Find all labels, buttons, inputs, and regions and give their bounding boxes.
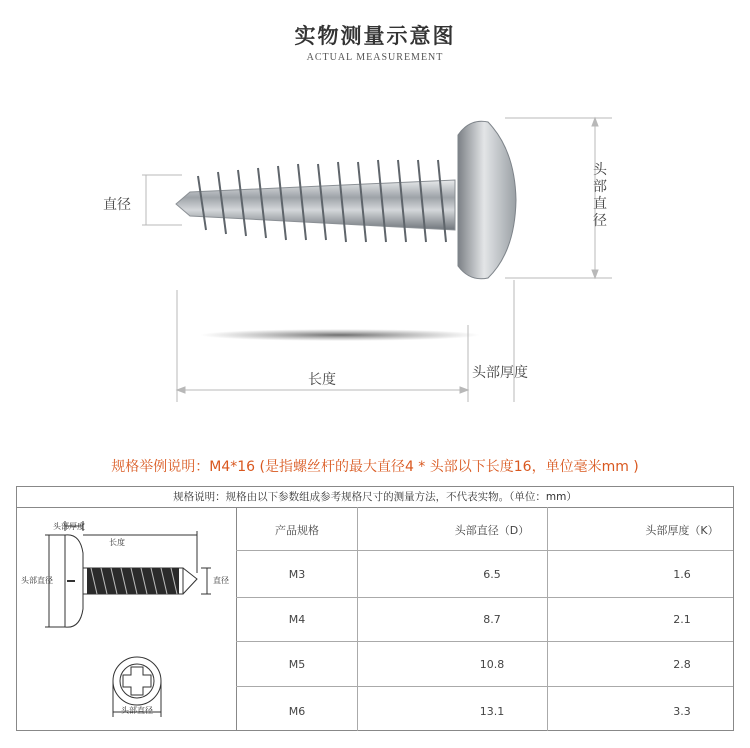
- table-cell-head-k: 1.6: [673, 568, 691, 581]
- table-cell-spec: M3: [288, 568, 306, 581]
- example-note: 规格举例说明：M4*16 (是指螺丝杆的最大直径4 * 头部以下长度16，单位毫米mm ): [111, 459, 639, 475]
- column-divider: [357, 507, 358, 731]
- diameter-label: 直径: [103, 197, 131, 213]
- header-head-diameter: 头部直径（D）: [454, 524, 530, 537]
- table-cell-head-d: 6.5: [483, 568, 501, 581]
- spec-table: [16, 486, 734, 731]
- head-thickness-label: 头部厚度: [472, 365, 528, 381]
- spec-caption: 规格说明：规格由以下参数组成参考规格尺寸的测量方法，不代表实物。（单位：mm）: [17, 487, 733, 508]
- diagram-label-bottom-head-diameter: 头部直径: [121, 706, 153, 715]
- diagram-label-head-thickness: 头部厚度: [53, 522, 85, 531]
- table-cell-spec: M6: [288, 705, 306, 718]
- table-cell-head-k: 2.8: [673, 658, 691, 671]
- header-spec: 产品规格: [275, 524, 319, 537]
- row-divider: [236, 641, 733, 642]
- table-cell-head-k: 3.3: [673, 705, 691, 718]
- header-head-thickness: 头部厚度（K）: [645, 524, 719, 537]
- diagram-label-length: 长度: [109, 538, 125, 547]
- table-cell-spec: M5: [288, 658, 306, 671]
- table-cell-spec: M4: [288, 613, 306, 626]
- column-divider: [547, 507, 548, 731]
- page-title: 实物测量示意图: [294, 24, 456, 48]
- page-subtitle: ACTUAL MEASUREMENT: [306, 52, 444, 63]
- table-cell-head-d: 8.7: [483, 613, 501, 626]
- diagram-label-diameter: 直径: [213, 576, 229, 585]
- table-cell-head-k: 2.1: [673, 613, 691, 626]
- table-cell-head-d: 10.8: [479, 658, 505, 671]
- head-diameter-label: 头部直径: [593, 162, 607, 229]
- table-cell-head-d: 13.1: [479, 705, 505, 718]
- screw-photo: [0, 80, 750, 420]
- diagram-label-head-diameter: 头部直径: [21, 576, 53, 585]
- screw-diagram: [25, 513, 230, 728]
- row-divider: [236, 686, 733, 687]
- length-label: 长度: [308, 372, 336, 388]
- row-divider: [236, 550, 733, 551]
- row-divider: [236, 597, 733, 598]
